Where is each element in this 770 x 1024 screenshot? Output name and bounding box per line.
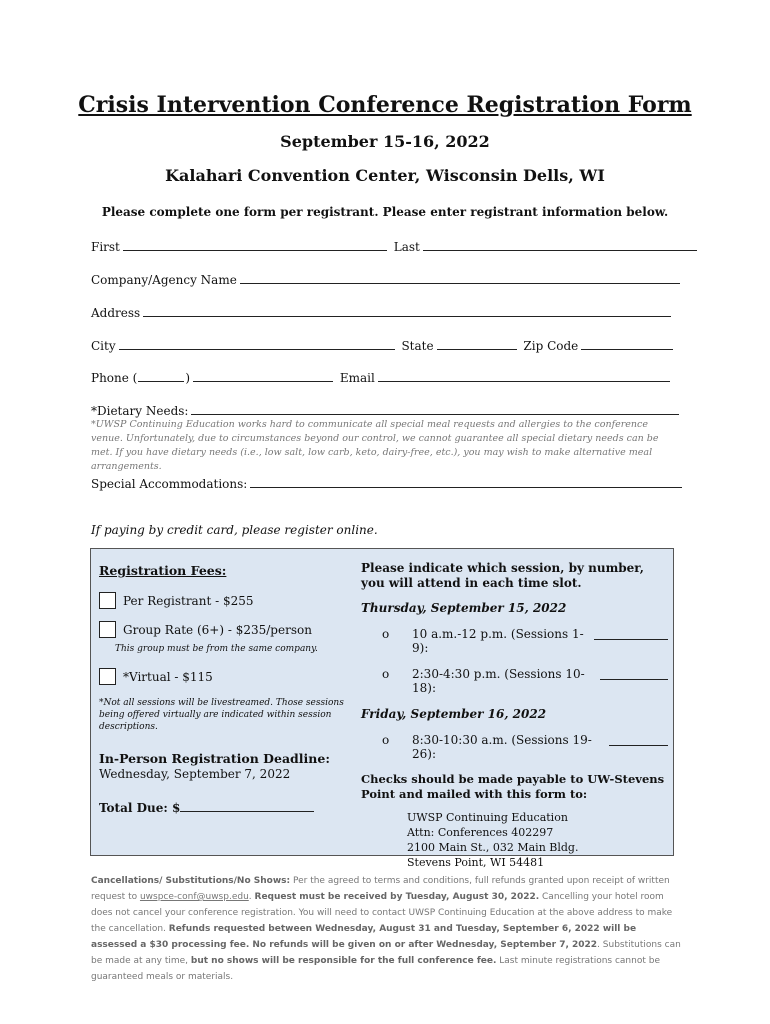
mail-line-2: Attn: Conferences 402297	[407, 826, 554, 839]
policy-text: Per the agreed to terms and conditions, full refunds granted upon receipt of written request to	[91, 876, 670, 902]
refund-terms: Refunds requested between Wednesday, August 31 and Tuesday, September 6, 2022 will be assessed a $30 processing fee. No refunds will be given on or after Wednesday, September 7, 2022	[91, 924, 637, 950]
per-registrant-option[interactable]	[99, 592, 349, 609]
mail-line-3: 2100 Main St., 032 Main Bldg.	[407, 841, 579, 854]
no-show-terms: but no shows will be responsible for the full conference fee.	[190, 956, 497, 966]
cancellation-label: Cancellations/ Substitutions/No Shows:	[91, 876, 291, 886]
per-registrant-label: Per Registrant - $255	[123, 593, 254, 608]
slot3-blank[interactable]	[609, 733, 668, 746]
zip-blank[interactable]	[581, 337, 673, 350]
city-label: City	[91, 339, 116, 353]
email-blank[interactable]	[378, 369, 670, 382]
special-label: Special Accommodations:	[91, 477, 248, 491]
total-due-label: Total Due: $	[99, 801, 181, 815]
address-blank[interactable]	[143, 304, 671, 317]
address-label: Address	[91, 306, 141, 320]
last-label: Last	[393, 240, 420, 254]
city-blank[interactable]	[119, 337, 395, 350]
zip-label: Zip Code	[523, 339, 579, 353]
company-label: Company/Agency Name	[91, 273, 237, 287]
group-note: This group must be from the same company.	[115, 644, 318, 654]
state-blank[interactable]	[437, 337, 517, 350]
slot1-blank[interactable]	[594, 627, 668, 640]
friday-heading: Friday, September 16, 2022	[361, 707, 547, 721]
session-slot-1	[361, 627, 671, 655]
company-row	[91, 271, 683, 287]
fees-sessions-box	[90, 548, 674, 869]
email-label: Email	[339, 371, 375, 385]
first-label: First	[91, 240, 120, 254]
request-deadline: Request must be received by Tuesday, August 30, 2022.	[254, 892, 540, 902]
special-blank[interactable]	[250, 475, 682, 488]
phone-label: Phone (	[91, 371, 138, 385]
group-option[interactable]	[99, 621, 349, 638]
group-label: Group Rate (6+) - $235/person	[123, 622, 312, 637]
state-label: State	[401, 339, 434, 353]
thursday-heading: Thursday, September 15, 2022	[361, 601, 567, 615]
policy-text: .	[248, 892, 255, 902]
slot2-label: 2:30-4:30 p.m. (Sessions 10-18):	[412, 667, 585, 695]
virtual-checkbox[interactable]	[99, 668, 116, 685]
form-title: Crisis Intervention Conference Registration Form	[78, 92, 692, 118]
name-row	[91, 238, 700, 254]
last-name-blank[interactable]	[423, 238, 697, 251]
deadline-date: Wednesday, September 7, 2022	[99, 767, 291, 781]
dietary-blank[interactable]	[191, 402, 679, 415]
total-due-row	[99, 799, 349, 815]
fees-column	[99, 563, 349, 815]
group-checkbox[interactable]	[99, 621, 116, 638]
event-venue: Kalahari Convention Center, Wisconsin Dells, WI	[165, 166, 605, 185]
dietary-label: *Dietary Needs:	[91, 404, 189, 418]
policy-text: Cancelling your hotel room does not cancel your conference registration. You will need to contact UWSP Continuing Education at the above address to make the cancellation.	[91, 892, 673, 934]
virtual-option[interactable]	[99, 668, 349, 685]
dietary-row	[91, 402, 682, 418]
session-slot-2	[361, 667, 671, 695]
bullet-icon: o	[382, 733, 390, 747]
sessions-heading: Please indicate which session, by number, you will attend in each time slot.	[361, 561, 644, 590]
bullet-icon: o	[382, 667, 390, 681]
conference-email-link[interactable]: uwspce-conf@uwsp.edu	[139, 892, 249, 902]
bullet-icon: o	[382, 627, 390, 641]
virtual-label: *Virtual - $115	[123, 669, 213, 684]
mail-line-1: UWSP Continuing Education	[407, 811, 568, 824]
deadline-heading: In-Person Registration Deadline:	[99, 751, 330, 766]
credit-card-note: If paying by credit card, please register online.	[91, 523, 378, 537]
company-blank[interactable]	[240, 271, 680, 284]
cancellation-policy	[91, 873, 681, 985]
sessions-column	[361, 561, 671, 870]
first-name-blank[interactable]	[123, 238, 387, 251]
mail-line-4: Stevens Point, WI 54481	[407, 856, 545, 869]
phone-blank[interactable]	[193, 369, 333, 382]
mailing-address	[407, 810, 671, 870]
city-row	[91, 337, 676, 353]
fees-heading: Registration Fees:	[99, 563, 227, 578]
event-date: September 15-16, 2022	[280, 132, 490, 151]
special-row	[91, 475, 685, 491]
area-code-blank[interactable]	[138, 369, 184, 382]
virtual-note: *Not all sessions will be livestreamed. Those sessions being offered virtually are indicated within session descriptions.	[99, 698, 344, 732]
per-registrant-checkbox[interactable]	[99, 592, 116, 609]
checks-payable-note: Checks should be made payable to UW-Stevens Point and mailed with this form to:	[361, 772, 665, 801]
policy-text: Last minute registrations cannot be guaranteed meals or materials.	[91, 956, 660, 982]
session-slot-3	[361, 733, 671, 761]
address-row	[91, 304, 674, 320]
slot3-label: 8:30-10:30 a.m. (Sessions 19-26):	[412, 733, 592, 761]
dietary-note: *UWSP Continuing Education works hard to communicate all special meal requests and allergies to the conference venue. Unfortunately, due to circumstances beyond our control, we cannot guarantee all special dietary needs can be met. If you have dietary needs (i.e., low salt, low carb, keto, dairy-free, etc.), you may wish to make alternative meal arrangements.	[91, 419, 659, 472]
slot1-label: 10 a.m.-12 p.m. (Sessions 1-9):	[412, 627, 584, 655]
total-due-blank[interactable]	[180, 799, 314, 812]
phone-row	[91, 369, 673, 385]
form-instructions: Please complete one form per registrant. Please enter registrant information below.	[101, 205, 669, 219]
slot2-blank[interactable]	[600, 667, 668, 680]
policy-text: . Substitutions can be made at any time,	[91, 940, 681, 966]
phone-paren: )	[185, 371, 191, 385]
